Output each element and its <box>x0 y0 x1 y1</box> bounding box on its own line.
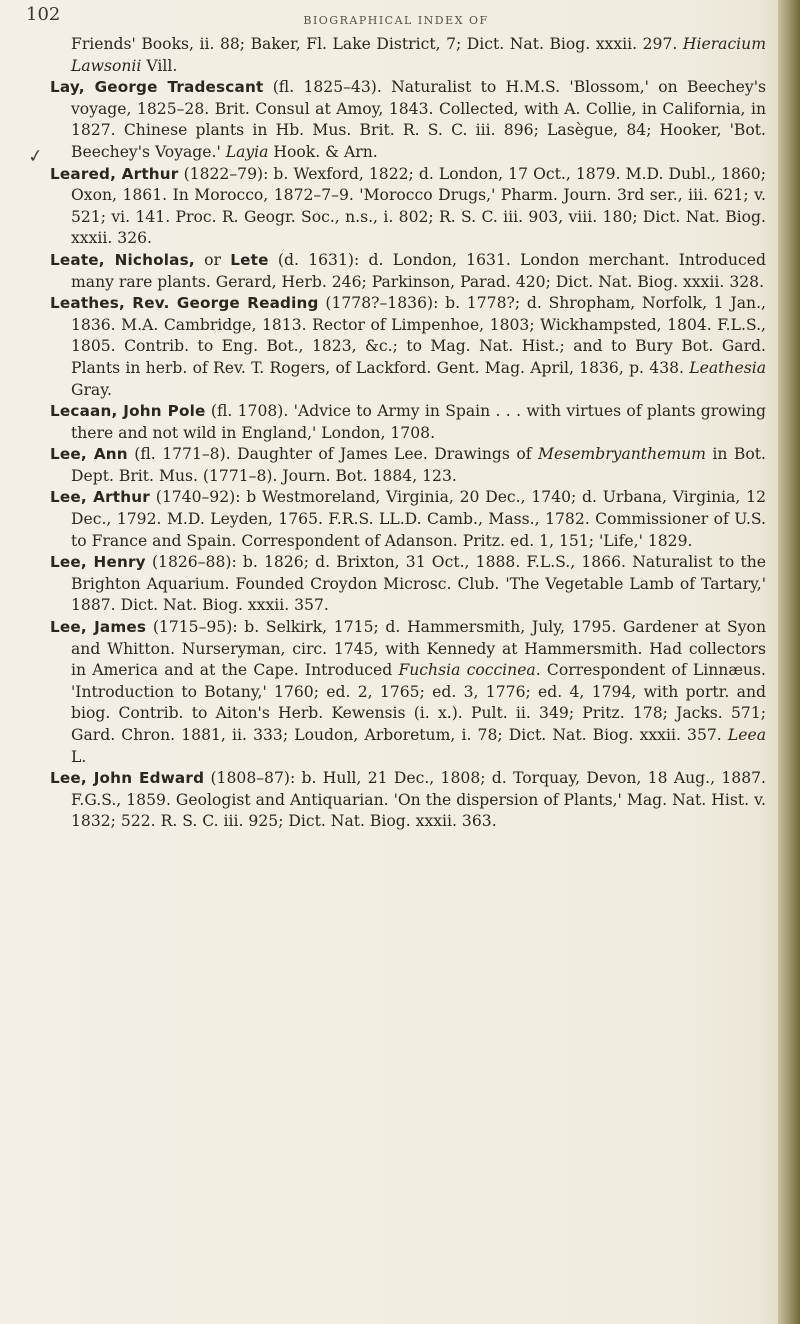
page-number: 102 <box>26 4 61 25</box>
entry-text: in Bot. Dept. Brit. Mus. (1771–8). Journ. Bot. 1884, 123. <box>71 445 766 485</box>
page-binding-edge <box>778 0 800 1324</box>
entry-headword: Lee, Ann <box>50 445 128 464</box>
index-entry-leared <box>50 164 766 250</box>
page-header <box>26 4 766 30</box>
running-head: BIOGRAPHICAL INDEX OF <box>303 14 489 27</box>
entry-headword: Lee, Arthur <box>50 488 150 507</box>
entry-text: (1808–87): b. Hull, 21 Dec., 1808; d. Torquay, Devon, 18 Aug., 1887. F.G.S., 1859. Geologist and Antiquarian. 'On the dispersion of Plants,' Mag. Nat. Hist. v. 1832; 522. R. S. C. iii. 925; Dict. Nat. Biog. xxxii. 363. <box>71 769 767 831</box>
entry-italic-name: Mesembryanthemum <box>538 445 706 464</box>
entry-text: (1822–79): b. Wexford, 1822; d. London, 17 Oct., 1879. M.D. Dubl., 1860; Oxon, 1861. In Morocco, 1872–7–9. 'Morocco Drugs,' Pharm. Journ. 3rd ser., iii. 621; v. 521; vi. 141. Proc. R. Geogr. Soc., n.s., i. 802; R. S. C. iii. 903, viii. 180; Dict. Nat. Biog. xxxii. 326. <box>71 164 766 248</box>
entry-headword: Lecaan, John Pole <box>50 402 206 421</box>
entry-text: Gray. <box>71 380 112 399</box>
entry-headword: Lee, Henry <box>50 553 146 572</box>
index-entry-leate <box>50 250 766 293</box>
entry-italic-name: Hieracium Lawsonii <box>71 35 766 75</box>
entry-text: L. <box>71 747 87 766</box>
entry-italic-name: Layia <box>225 142 269 161</box>
index-entry-lee-ann <box>50 444 766 487</box>
entry-italic-name: Leathesia <box>689 358 766 377</box>
index-entry-lee-arthur <box>50 487 766 552</box>
index-entry-leathes <box>50 293 766 401</box>
index-entry-lecaan <box>50 401 766 444</box>
entry-text: (d. 1631): d. London, 1631. London merchant. Introduced many rare plants. Gerard, Herb. 246; Parkinson, Parad. 420; Dict. Nat. Biog. xxxii. 328. <box>71 250 766 291</box>
entry-text: or <box>194 250 231 269</box>
entry-headword: Leathes, Rev. George Reading <box>50 294 319 313</box>
pencil-tick-mark: ✓ <box>26 145 45 168</box>
index-entry-continuation <box>50 34 766 77</box>
index-entry-lee-john <box>50 768 766 833</box>
entry-italic-name: Leea <box>727 726 766 744</box>
entry-italic-name: Fuchsia coccinea <box>398 661 536 680</box>
entry-text: (fl. 1771–8). Daughter of James Lee. Drawings of <box>127 445 538 464</box>
index-entries <box>50 34 766 833</box>
entry-headword: Lee, James <box>50 618 147 637</box>
entry-headword: Lay, George Tradescant <box>50 78 264 97</box>
index-entry-lay <box>50 77 766 163</box>
index-entry-lee-james <box>50 617 766 768</box>
entry-headword: Leate, Nicholas, <box>50 250 195 269</box>
entry-text: (1715–95): b. Selkirk, 1715; d. Hammersmith, July, 1795. Gardener at Syon and Whitton. Nurseryman, circ. 1745, with Kennedy at Hammersmith. Had collectors in America and at the Cape. Introduced <box>71 618 766 680</box>
entry-text: Vill. <box>141 56 178 75</box>
entry-text: (fl. 1825–43). Naturalist to H.M.S. 'Blossom,' on Beechey's voyage, 1825–28. Brit. Consul at Amoy, 1843. Collected, with A. Collie, in California, in 1827. Chinese plants in Hb. Mus. Brit. R. S. C. iii. 896; Lasègue, 84; Hooker, 'Bot. Beechey's Voyage.' <box>71 78 767 161</box>
entry-text: (fl. 1708). 'Advice to Army in Spain . . . with virtues of plants growing there and not wild in England,' London, 1708. <box>71 402 766 442</box>
entry-headword: Leared, Arthur <box>50 164 179 183</box>
entry-headword: Lee, John Edward <box>50 769 205 788</box>
entry-text: (1778?–1836): b. 1778?; d. Shropham, Norfolk, 1 Jan., 1836. M.A. Cambridge, 1813. Rector of Limpenhoe, 1803; Wickhampsted, 1804. F.L.S., 1805. Contrib. to Eng. Bot., 1823, &c.; to Mag. Nat. Hist.; and to Bury Bot. Gard. Plants in herb. of Rev. T. Rogers, of Lackford. Gent. Mag. April, 1836, p. 438. <box>71 294 766 377</box>
entry-alt-headword: Lete <box>230 250 269 269</box>
entry-text: Friends' Books, ii. 88; Baker, Fl. Lake District, 7; Dict. Nat. Biog. xxxii. 297. <box>71 35 683 53</box>
entry-text: . Correspondent of Linnæus. 'Introduction to Botany,' 1760; ed. 2, 1765; ed. 3, 1776; ed. 4, 1794, with portr. and biog. Contrib. to Aiton's Herb. Kewensis (i. x.). Pult. ii. 349; Pritz. 178; Jacks. 571; Gard. Chron. 1881, ii. 333; Loudon, Arboretum, i. 78; Dict. Nat. Biog. xxxii. 357. <box>71 661 766 744</box>
index-entry-lee-henry <box>50 552 766 617</box>
entry-text: (1826–88): b. 1826; d. Brixton, 31 Oct., 1888. F.L.S., 1866. Naturalist to the Brighton Aquarium. Founded Croydon Microsc. Club. 'The Vegetable Lamb of Tartary,' 1887. Dict. Nat. Biog. xxxii. 357. <box>71 553 766 615</box>
entry-text: (1740–92): b Westmoreland, Virginia, 20 Dec., 1740; d. Urbana, Virginia, 12 Dec., 1792. M.D. Leyden, 1765. F.R.S. LL.D. Camb., Mass., 1782. Commissioner of U.S. to France and Spain. Correspondent of Adanson. Pritz. ed. 1, 151; 'Life,' 1829. <box>71 488 766 550</box>
entry-text: Hook. & Arn. <box>268 142 378 161</box>
